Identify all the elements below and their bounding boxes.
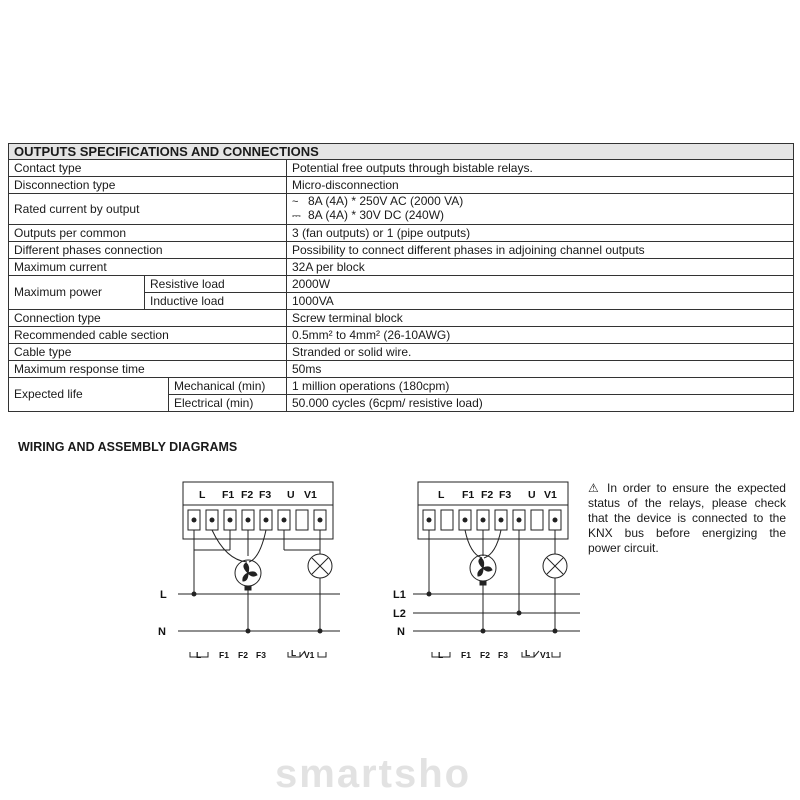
right-terminal-labels — [438, 489, 557, 501]
terminal-label: F2 — [241, 489, 254, 501]
legend-label: L — [438, 650, 444, 660]
spec-value: 50.000 cycles (6cpm/ resistive load) — [287, 395, 794, 412]
terminal-label: F3 — [499, 489, 512, 501]
spec-sublabel: Inductive load — [145, 293, 287, 310]
terminal-label: V1 — [544, 489, 557, 501]
spec-value: 50ms — [287, 361, 794, 378]
terminal-label: F1 — [222, 489, 235, 501]
table-row — [9, 177, 794, 194]
left-terminal-labels — [199, 489, 317, 501]
legend-label: F1 — [461, 650, 471, 660]
terminal-label: L — [199, 489, 206, 501]
spec-label: Rated current by output — [9, 194, 287, 225]
table-row — [9, 259, 794, 276]
line-label-n: N — [158, 626, 166, 638]
spec-label: Contact type — [9, 160, 287, 177]
table-row — [9, 160, 794, 177]
legend-label: F1 — [219, 650, 229, 660]
warning-text: In order to ensure the expected status of the relays, please check that the device is connected to the KNX bus before energizing the power circuit. — [588, 481, 786, 555]
spec-label: Maximum power — [9, 276, 145, 310]
wiring-section-title: WIRING AND ASSEMBLY DIAGRAMS — [18, 440, 238, 454]
table-row — [9, 310, 794, 327]
screw-terminals — [423, 510, 561, 530]
spec-value: Possibility to connect different phases in adjoining channel outputs — [287, 242, 794, 259]
left-wiring-diagram — [178, 482, 340, 657]
spec-label: Cable type — [9, 344, 287, 361]
spec-value: 32A per block — [287, 259, 794, 276]
spec-label: Expected life — [9, 378, 169, 412]
spec-label: Connection type — [9, 310, 287, 327]
table-row — [9, 225, 794, 242]
specifications-table — [8, 143, 794, 412]
legend-label: F2 — [238, 650, 248, 660]
legend-label: V1 — [540, 650, 551, 660]
line-label-n: N — [397, 626, 405, 638]
dc-rating: 8A (4A) * 30V DC (240W) — [308, 208, 445, 222]
spec-label: Outputs per common — [9, 225, 287, 242]
table-row — [9, 242, 794, 259]
table-row — [9, 194, 794, 225]
spec-sublabel: Resistive load — [145, 276, 287, 293]
legend-label: F3 — [256, 650, 266, 660]
spec-value: Potential free outputs through bistable relays. — [287, 160, 794, 177]
table-row — [9, 276, 794, 293]
line-label-l1: L1 — [393, 589, 406, 601]
terminal-label: U — [528, 489, 536, 501]
table-row — [9, 344, 794, 361]
spec-sublabel: Mechanical (min) — [169, 378, 287, 395]
spec-value: 1000VA — [287, 293, 794, 310]
spec-sublabel: Electrical (min) — [169, 395, 287, 412]
terminal-label: F2 — [481, 489, 494, 501]
table-row — [9, 144, 794, 160]
spec-label: Maximum current — [9, 259, 287, 276]
legend-label: F3 — [498, 650, 508, 660]
ac-rating: 8A (4A) * 250V AC (2000 VA) — [308, 194, 464, 208]
spec-label: Different phases connection — [9, 242, 287, 259]
spec-value: 0.5mm² to 4mm² (26-10AWG) — [287, 327, 794, 344]
table-row — [9, 361, 794, 378]
spec-value: 3 (fan outputs) or 1 (pipe outputs) — [287, 225, 794, 242]
spec-value: 2000W — [287, 276, 794, 293]
terminal-label: F3 — [259, 489, 272, 501]
right-wiring-diagram — [413, 482, 580, 657]
legend-label: L — [525, 648, 531, 658]
watermark: smartsho — [275, 752, 472, 796]
table-title: OUTPUTS SPECIFICATIONS AND CONNECTIONS — [9, 144, 794, 160]
terminal-label: L — [438, 489, 445, 501]
dc-symbol-icon: ⎓ — [292, 210, 301, 222]
ac-symbol-icon: ~ — [292, 196, 299, 208]
spec-value: Stranded or solid wire. — [287, 344, 794, 361]
spec-value: Micro-disconnection — [287, 177, 794, 194]
warning-icon: ⚠ — [588, 481, 602, 495]
terminal-label: F1 — [462, 489, 475, 501]
legend-label: L — [291, 648, 297, 658]
spec-label: Recommended cable section — [9, 327, 287, 344]
spec-value: 1 million operations (180cpm) — [287, 378, 794, 395]
terminal-label: V1 — [304, 489, 317, 501]
table-row — [9, 327, 794, 344]
spec-label: Maximum response time — [9, 361, 287, 378]
warning-note — [588, 481, 786, 556]
table-row — [9, 378, 794, 395]
terminal-label: U — [287, 489, 295, 501]
line-label-l: L — [160, 589, 167, 601]
legend-label: L — [196, 650, 202, 660]
legend-label: V1 — [304, 650, 315, 660]
spec-label: Disconnection type — [9, 177, 287, 194]
legend-label: F2 — [480, 650, 490, 660]
spec-value — [287, 194, 794, 225]
line-label-l2: L2 — [393, 608, 406, 620]
spec-value: Screw terminal block — [287, 310, 794, 327]
screw-terminals — [188, 510, 326, 530]
